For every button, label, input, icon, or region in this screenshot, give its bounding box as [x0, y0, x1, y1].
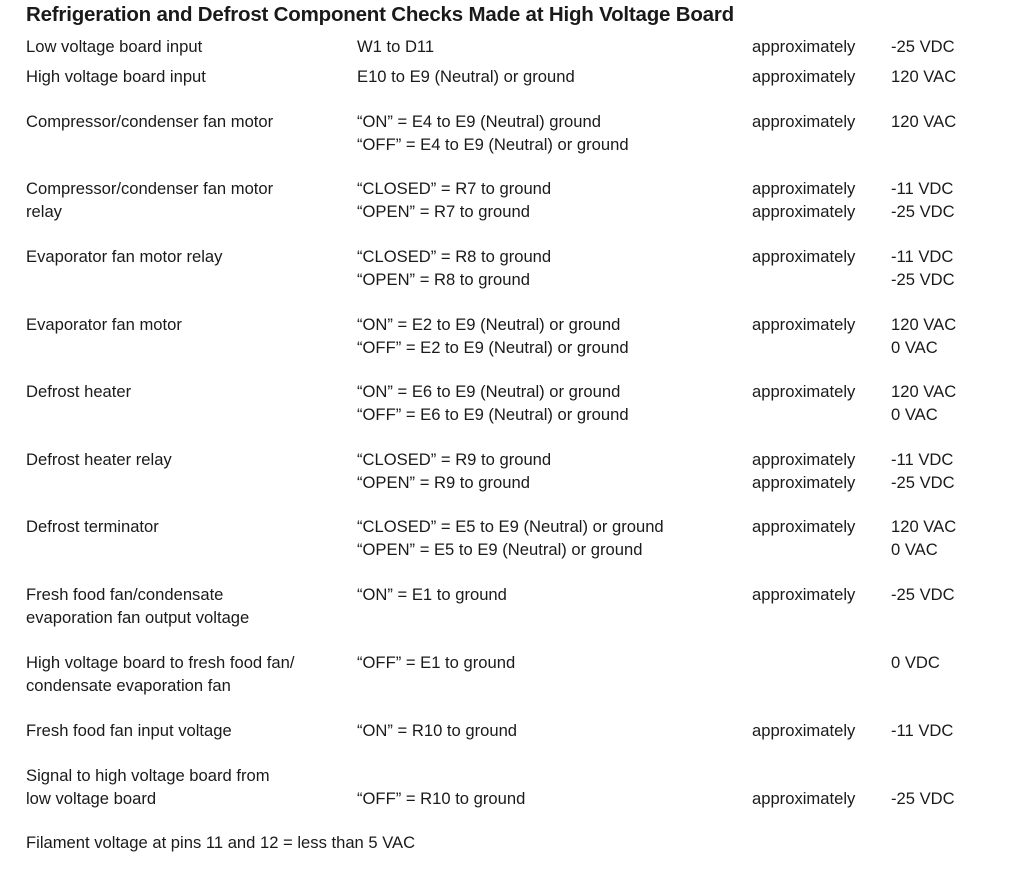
component-name: condensate evaporation fan [26, 675, 231, 695]
check-point: W1 to D11 [357, 37, 435, 56]
component-name: relay [26, 201, 62, 221]
component-name: High voltage board to fresh food fan/ [26, 653, 295, 672]
reading-value: -25 VDC [891, 788, 955, 808]
check-point: “ON” = E1 to ground [357, 585, 507, 604]
check-point: “OFF” = E1 to ground [357, 653, 516, 672]
check-point: E10 to E9 (Neutral) or ground [357, 67, 575, 86]
qualifier: approximately [752, 201, 856, 221]
reading-value: 0 VAC [891, 404, 938, 424]
qualifier: approximately [752, 382, 856, 401]
qualifier: approximately [752, 247, 856, 266]
footnote: Filament voltage at pins 11 and 12 = less than 5 VAC [26, 833, 416, 852]
qualifier: approximately [752, 67, 856, 86]
reading-value: -11 VDC [891, 450, 954, 469]
reading-value: 0 VAC [891, 539, 938, 559]
check-point: “OFF” = R10 to ground [357, 788, 526, 808]
check-point: “OPEN” = E5 to E9 (Neutral) or ground [357, 539, 643, 559]
check-point: “OFF” = E6 to E9 (Neutral) or ground [357, 404, 629, 424]
page-title: Refrigeration and Defrost Component Checks Made at High Voltage Board [26, 3, 734, 26]
reading-value: -25 VDC [891, 269, 955, 289]
qualifier: approximately [752, 37, 856, 56]
qualifier: approximately [752, 585, 856, 604]
component-name: Evaporator fan motor [26, 315, 182, 334]
component-name: High voltage board input [26, 67, 206, 86]
reading-value: -25 VDC [891, 201, 955, 221]
component-name: Signal to high voltage board from [26, 766, 270, 785]
qualifier: approximately [752, 517, 856, 536]
check-point: “CLOSED” = R8 to ground [357, 247, 552, 266]
component-name: low voltage board [26, 788, 157, 808]
qualifier: approximately [752, 112, 856, 131]
component-name: Evaporator fan motor relay [26, 247, 223, 266]
component-name: Fresh food fan input voltage [26, 721, 232, 740]
qualifier: approximately [752, 721, 856, 740]
qualifier: approximately [752, 179, 856, 198]
check-point: “OFF” = E2 to E9 (Neutral) or ground [357, 337, 629, 357]
reading-value: -11 VDC [891, 721, 954, 740]
qualifier: approximately [752, 472, 856, 492]
check-point: “OPEN” = R7 to ground [357, 201, 530, 221]
qualifier: approximately [752, 315, 856, 334]
check-point: “ON” = R10 to ground [357, 721, 518, 740]
component-name: evaporation fan output voltage [26, 607, 250, 627]
component-name: Fresh food fan/condensate [26, 585, 224, 604]
component-name: Compressor/condenser fan motor [26, 179, 274, 198]
qualifier: approximately [752, 788, 856, 808]
reading-value: 0 VAC [891, 337, 938, 357]
check-point: “ON” = E6 to E9 (Neutral) or ground [357, 382, 621, 401]
check-point: “OPEN” = R9 to ground [357, 472, 530, 492]
check-point: “CLOSED” = E5 to E9 (Neutral) or ground [357, 517, 664, 536]
reading-value: 120 VAC [891, 67, 957, 86]
reading-value: 120 VAC [891, 112, 957, 131]
reading-value: -11 VDC [891, 179, 954, 198]
qualifier: approximately [752, 450, 856, 469]
reading-value: 120 VAC [891, 517, 957, 536]
check-point: “CLOSED” = R9 to ground [357, 450, 552, 469]
component-name: Defrost terminator [26, 517, 159, 536]
check-point: “ON” = E4 to E9 (Neutral) ground [357, 112, 601, 131]
reading-value: 0 VDC [891, 653, 940, 672]
check-point: “OFF” = E4 to E9 (Neutral) or ground [357, 134, 629, 154]
component-name: Defrost heater relay [26, 450, 172, 469]
component-name: Low voltage board input [26, 37, 203, 56]
check-point: “OPEN” = R8 to ground [357, 269, 530, 289]
reading-value: -11 VDC [891, 247, 954, 266]
check-point: “CLOSED” = R7 to ground [357, 179, 552, 198]
reading-value: -25 VDC [891, 472, 955, 492]
reading-value: 120 VAC [891, 382, 957, 401]
reading-value: 120 VAC [891, 315, 957, 334]
component-name: Defrost heater [26, 382, 132, 401]
check-point: “ON” = E2 to E9 (Neutral) or ground [357, 315, 621, 334]
reading-value: -25 VDC [891, 37, 955, 56]
component-name: Compressor/condenser fan motor [26, 112, 274, 131]
reading-value: -25 VDC [891, 585, 955, 604]
